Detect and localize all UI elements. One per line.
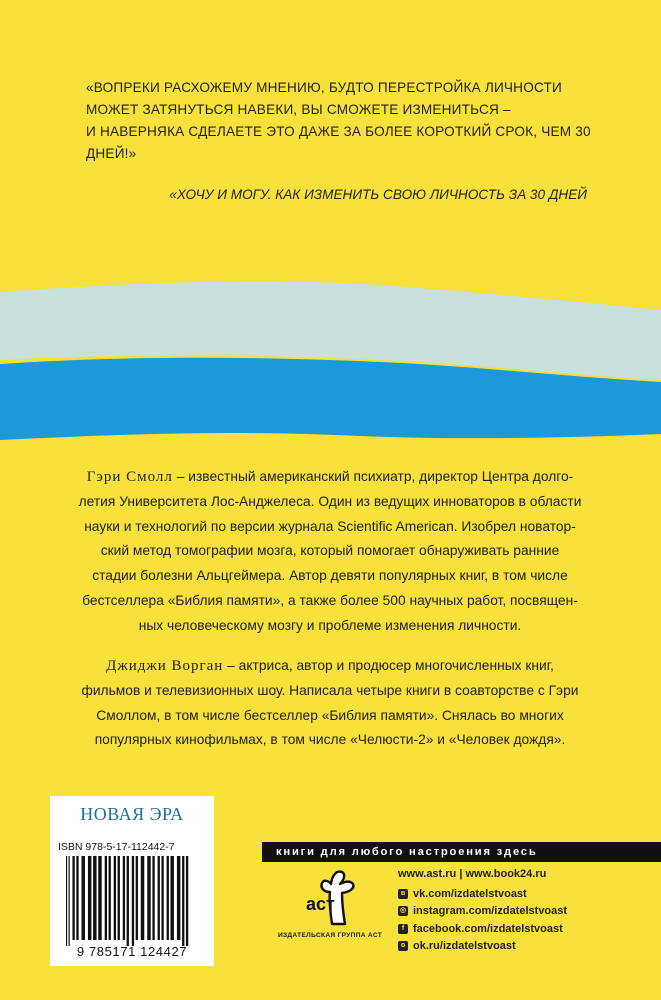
bio-line: фильмов и телевизионных шоу. Написала четыре книги в соавторстве с Гэри (81, 682, 579, 698)
website-links[interactable]: www.ast.ru | www.book24.ru (398, 868, 547, 880)
quote-line: МОЖЕТ ЗАТЯНУТЬСЯ НАВЕКИ, ВЫ СМОЖЕТЕ ИЗМЕНИТЬСЯ – (86, 102, 511, 117)
bio-line: бестселлера «Библия памяти», а также более 500 научных работ, посвящен- (82, 592, 578, 608)
bio-line: стадии болезни Альцгеймера. Автор девяти популярных книг, в том числе (92, 568, 568, 584)
barcode-bar (132, 856, 134, 946)
quote-line: ДНЕЙ!» (86, 146, 137, 161)
barcode-bar (152, 856, 154, 940)
publisher-links (398, 868, 660, 955)
logo-text: аст (306, 894, 335, 914)
barcode-bar (167, 856, 169, 940)
social-link-facebook[interactable] (398, 920, 660, 938)
barcode-bar (127, 856, 129, 946)
quote-source: «ХОЧУ И МОГУ. КАК ИЗМЕНИТЬ СВОЮ ЛИЧНОСТЬ ЗА 30 ДНЕЙ (169, 187, 587, 202)
series-name: НОВАЯ ЭРА (80, 804, 184, 824)
barcode-bar (141, 856, 144, 940)
tagline-banner: книги для любого настроения здесь (262, 842, 661, 862)
bio-line (24, 465, 636, 490)
publisher-name: ИЗДАТЕЛЬСКАЯ ГРУППА АСТ (277, 932, 383, 939)
bio-line: Смоллом, в том числе бестселлер «Библия памяти». Снялась во многих (96, 707, 564, 723)
instagram-icon: ◎ (399, 907, 407, 915)
barcode-bar (105, 856, 107, 940)
ast-logo-icon (296, 866, 362, 928)
social-link-ok[interactable] (398, 938, 660, 956)
barcode-bar (177, 856, 180, 940)
barcode-bar (182, 856, 184, 946)
author-bio-vorgan (24, 654, 636, 753)
barcode-bar (118, 856, 120, 940)
quote-line: «ВОПРЕКИ РАСХОЖЕМУ МНЕНИЮ, БУДТО ПЕРЕСТРОЙКА ЛИЧНОСТИ (86, 80, 563, 95)
bio-line: ский метод томографии мозга, который помогает обнаруживать ранние (100, 543, 560, 559)
barcode-bar (123, 856, 125, 940)
barcode-bar (72, 856, 74, 940)
barcode-bar (147, 856, 150, 940)
barcode-bar (69, 856, 70, 946)
social-link-text: facebook.com/izdatelstvoast (413, 922, 563, 935)
bio-line: науки и технологий по версии журнала Scientific American. Изобрел новатор- (84, 518, 576, 534)
barcode-bar (98, 856, 101, 940)
barcode-panel (50, 796, 214, 966)
bio-line: популярных кинофильмах, в том числе «Челюсти-2» и «Человек дождя». (94, 732, 566, 748)
bio-line: летия Университета Лос-Анджелеса. Один из ведущих инноваторов в области (78, 493, 582, 509)
barcode-bar (186, 856, 188, 946)
bio-line: ных человеческому мозгу и проблеме изменения личности. (138, 617, 522, 633)
bio-text: – известный американский психиатр, директор Центра долго- (172, 469, 574, 484)
quote-line: И НАВЕРНЯКА СДЕЛАЕТЕ ЭТО ДАЖЕ ЗА БОЛЕЕ КОРОТКИЙ СРОК, ЧЕМ 30 (86, 124, 591, 139)
barcode-bar (170, 856, 173, 940)
author-bio-small (24, 465, 636, 639)
social-link-vk[interactable] (398, 885, 660, 903)
bio-text: – актриса, автор и продюсер многочисленных книг, (223, 658, 554, 673)
barcode-bar (158, 856, 160, 940)
barcode-bar (81, 856, 84, 940)
isbn-text: ISBN 978-5-17-112442-7 (58, 841, 175, 853)
barcode-bar (136, 856, 138, 940)
facebook-icon: f (398, 924, 408, 934)
author-name: Джиджи Ворган (106, 658, 224, 674)
author-name: Гэри Смолл (86, 469, 173, 485)
barcode-bar (161, 856, 163, 940)
social-link-instagram[interactable] (398, 903, 660, 921)
bio-line (24, 654, 636, 679)
quote (86, 77, 606, 165)
ok-icon: о (398, 941, 408, 951)
social-link-text: ok.ru/izdatelstvoast (413, 940, 516, 953)
barcode-bar (76, 856, 78, 940)
barcode-digits: 9 785171 124427 (76, 944, 188, 959)
decorative-stripes (0, 280, 661, 465)
barcode-bar (109, 856, 111, 940)
barcode-bar (114, 856, 116, 940)
barcode-bar (66, 856, 67, 946)
barcode-icon (66, 856, 204, 946)
barcode-bar (88, 856, 91, 940)
barcode-bar (93, 856, 96, 940)
vk-icon: в (398, 889, 408, 899)
social-link-text: vk.com/izdatelstvoast (413, 887, 527, 900)
social-link-text: instagram.com/izdatelstvoast (413, 905, 568, 918)
